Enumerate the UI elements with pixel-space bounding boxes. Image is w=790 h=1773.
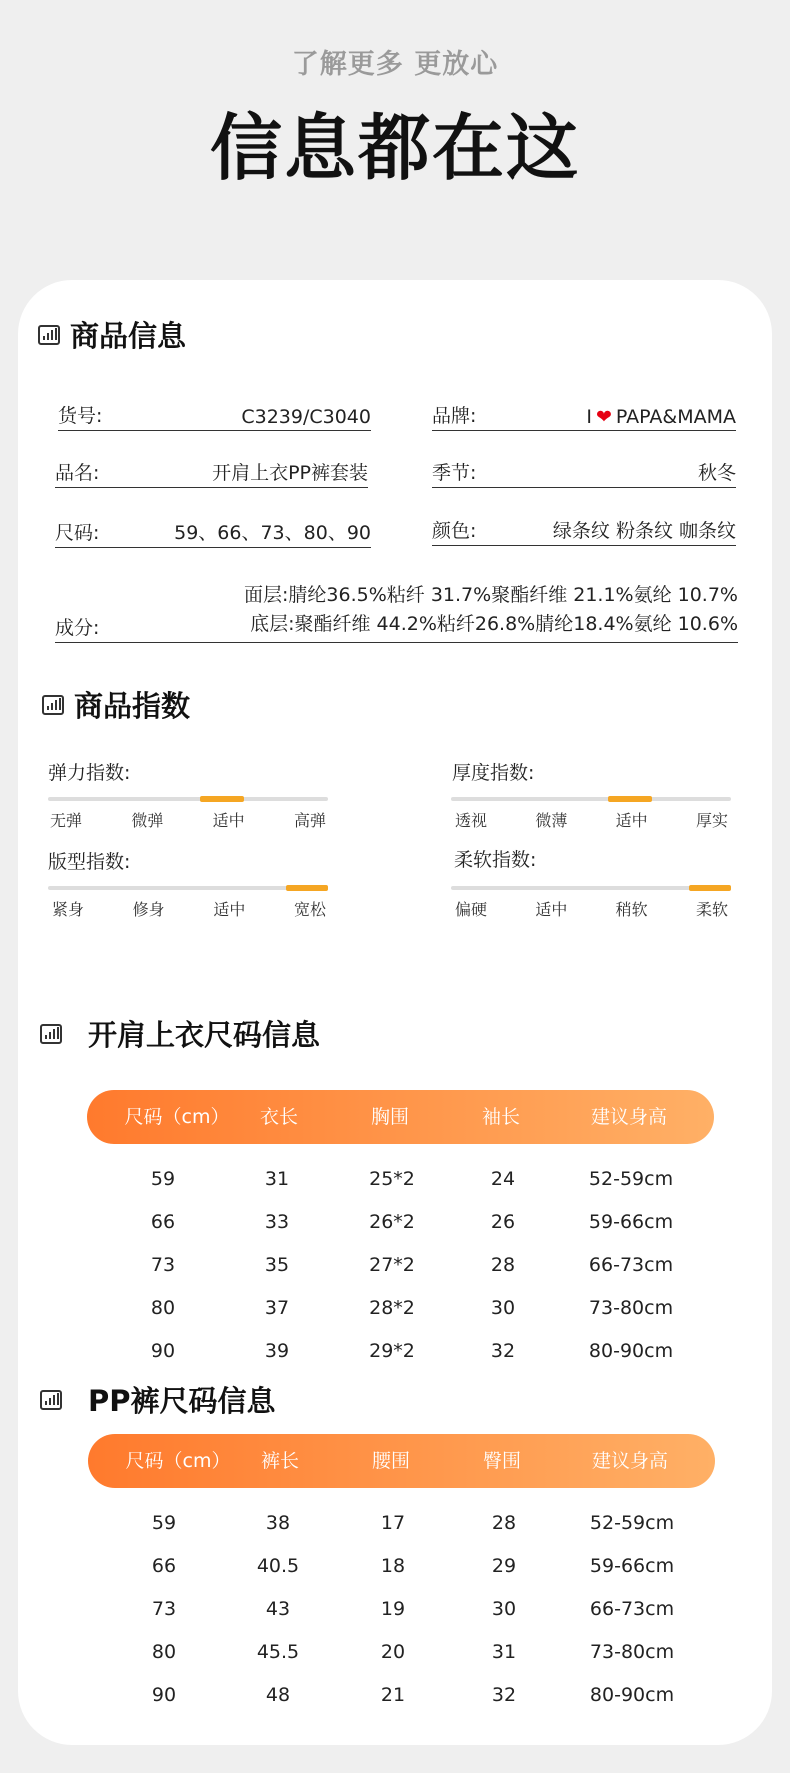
column-header: 建议身高 [591,1450,669,1472]
tick-label: 无弹 [50,811,83,830]
chart-icon [38,325,60,345]
pants-size-table-header [88,1434,715,1488]
composition-divider [55,642,738,643]
table-cell: 90 [151,1684,177,1706]
field-value: C3239/C3040 [241,406,371,428]
thickness-ticks [455,808,728,831]
field-label: 颜色: [432,520,477,542]
section-title-text: 开肩上衣尺码信息 [88,1018,321,1052]
item-no-row [58,398,371,431]
table-cell: 59 [150,1168,176,1190]
fit-ticks [52,897,326,920]
table-cell: 48 [265,1684,291,1706]
tick-label: 适中 [213,900,246,919]
softness-ticks [455,897,728,920]
chart-icon [42,695,64,715]
name-row [55,455,368,488]
tick-label: 透视 [455,811,488,830]
elasticity-label: 弹力指数: [48,762,131,784]
size-row [55,515,371,548]
field-label: 品名: [55,462,100,484]
softness-fill [689,885,731,891]
table-row [87,1211,714,1241]
field-value: 开肩上衣PP裤套装 [212,462,368,484]
tick-label: 柔软 [695,900,728,919]
table-cell: 20 [380,1641,406,1663]
heart-icon: ❤ [596,406,612,428]
product-index-title [42,684,190,725]
softness-track [451,886,731,890]
tick-label: 高弹 [293,811,326,830]
tick-label: 适中 [212,811,245,830]
composition-line-1: 面层:腈纶36.5%粘纤 31.7%聚酯纤维 21.1%氨纶 10.7% [244,584,738,606]
tick-label: 紧身 [52,900,85,919]
table-cell: 31 [491,1641,517,1663]
brand-suffix: PAPA&MAMA [615,406,736,428]
hero-title: 信息都在这 [209,106,580,190]
thickness-track [451,797,731,801]
tick-label: 微弹 [131,811,164,830]
composition-value [244,581,738,639]
field-value: 绿条纹 粉条纹 咖条纹 [552,520,736,542]
table-cell: 32 [491,1684,517,1706]
field-label: 尺码: [55,522,100,544]
top-size-title [40,1013,320,1054]
thickness-fill [608,796,652,802]
color-row [432,513,736,546]
table-cell: 80 [151,1641,177,1663]
table-row [88,1641,715,1671]
column-header: 腰围 [371,1450,411,1472]
chart-icon [40,1024,62,1044]
column-header: 尺码（cm） [125,1450,231,1472]
column-header: 裤长 [260,1450,300,1472]
table-row [87,1297,714,1327]
table-cell: 66 [150,1211,176,1233]
table-cell: 19 [380,1598,406,1620]
table-cell: 38 [265,1512,291,1534]
table-cell: 28 [490,1254,516,1276]
table-cell: 30 [490,1297,516,1319]
table-cell: 66-73cm [589,1598,675,1620]
column-header: 衣长 [259,1106,299,1128]
table-cell: 29*2 [369,1340,415,1362]
composition-line-2: 底层:聚酯纤维 44.2%粘纤26.8%腈纶18.4%氨纶 10.6% [250,613,738,635]
tick-label: 稍软 [615,900,648,919]
table-cell: 66-73cm [588,1254,674,1276]
table-cell: 31 [264,1168,290,1190]
chart-icon [40,1390,62,1410]
table-cell: 37 [264,1297,290,1319]
tick-label: 偏硬 [455,900,488,919]
brand-row [432,398,736,431]
tick-label: 修身 [132,900,165,919]
table-cell: 90 [150,1340,176,1362]
elasticity-ticks [50,808,326,831]
table-cell: 73 [150,1254,176,1276]
table-cell: 17 [380,1512,406,1534]
table-row [88,1555,715,1585]
column-header: 建议身高 [590,1106,668,1128]
table-row [88,1684,715,1714]
table-cell: 28 [491,1512,517,1534]
table-cell: 39 [264,1340,290,1362]
product-info-title [38,314,186,355]
table-cell: 29 [491,1555,517,1577]
table-cell: 32 [490,1340,516,1362]
table-cell: 26*2 [369,1211,415,1233]
table-cell: 66 [151,1555,177,1577]
thickness-label: 厚度指数: [452,762,535,784]
table-cell: 52-59cm [588,1168,674,1190]
table-cell: 25*2 [369,1168,415,1190]
fit-track [48,886,328,890]
field-label: 品牌: [432,405,477,427]
tick-label: 宽松 [293,900,326,919]
table-row [87,1340,714,1370]
hero-subtitle: 了解更多 更放心 [291,49,499,80]
table-cell: 28*2 [369,1297,415,1319]
table-cell: 24 [490,1168,516,1190]
table-cell: 26 [490,1211,516,1233]
tick-label: 适中 [535,900,568,919]
table-row [87,1168,714,1198]
table-cell: 43 [265,1598,291,1620]
field-value: 59、66、73、80、90 [174,522,371,544]
table-cell: 18 [380,1555,406,1577]
table-cell: 73-80cm [588,1297,674,1319]
tick-label: 微薄 [535,811,568,830]
table-cell: 73-80cm [589,1641,675,1663]
table-cell: 40.5 [256,1555,300,1577]
field-label: 季节: [432,462,477,484]
softness-label: 柔软指数: [454,849,537,871]
table-cell: 80-90cm [588,1340,674,1362]
table-cell: 35 [264,1254,290,1276]
field-value: 秋冬 [697,462,736,484]
table-cell: 30 [491,1598,517,1620]
tick-label: 厚实 [695,811,728,830]
field-label: 货号: [58,405,103,427]
table-cell: 45.5 [256,1641,300,1663]
table-row [87,1254,714,1284]
composition-label: 成分: [55,617,100,639]
table-cell: 80-90cm [589,1684,675,1706]
tick-label: 适中 [615,811,648,830]
fit-label: 版型指数: [48,851,131,873]
season-row [432,455,736,488]
pants-size-title [40,1379,276,1420]
table-row [88,1598,715,1628]
table-row [88,1512,715,1542]
column-header: 尺码（cm） [124,1106,230,1128]
top-size-table-header [87,1090,714,1144]
table-cell: 59-66cm [588,1211,674,1233]
elasticity-fill [200,796,244,802]
section-title-text: PP裤尺码信息 [88,1384,276,1418]
brand-prefix: I [586,406,592,428]
table-cell: 21 [380,1684,406,1706]
section-title-text: 商品信息 [70,319,187,353]
column-header: 臀围 [482,1450,522,1472]
fit-fill [286,885,328,891]
table-cell: 73 [151,1598,177,1620]
table-cell: 59-66cm [589,1555,675,1577]
elasticity-track [48,797,328,801]
table-cell: 80 [150,1297,176,1319]
brand-value [586,406,736,428]
table-cell: 59 [151,1512,177,1534]
table-cell: 33 [264,1211,290,1233]
table-cell: 52-59cm [589,1512,675,1534]
table-cell: 27*2 [369,1254,415,1276]
section-title-text: 商品指数 [74,689,191,723]
column-header: 袖长 [481,1106,521,1128]
column-header: 胸围 [370,1106,410,1128]
